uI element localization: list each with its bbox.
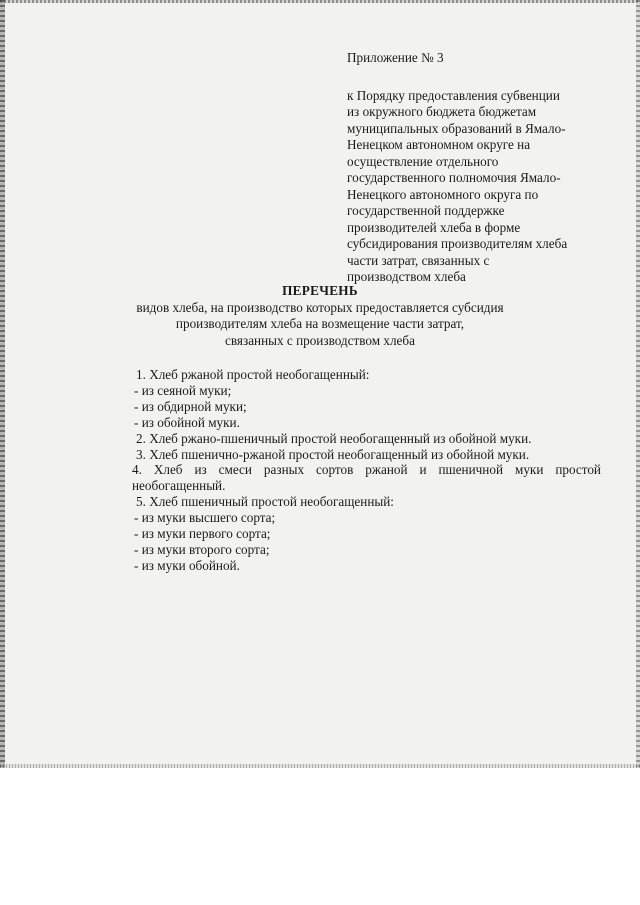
- appendix-line: производителей хлеба в форме: [347, 219, 521, 235]
- list-item: 2. Хлеб ржано-пшеничный простой необогащенный из обойной муки.: [136, 430, 532, 446]
- list-item: 4. Хлеб из смеси разных сортов ржаной и пшеничной муки простой необогащенный.: [132, 462, 601, 494]
- scan-edge-right: [636, 0, 640, 768]
- list-item: 3. Хлеб пшенично-ржаной простой необогащенный из обойной муки.: [136, 446, 530, 462]
- scan-edge-left: [0, 0, 5, 768]
- appendix-line: Ненецкого автономного округа по: [347, 186, 539, 202]
- document-subtitle-line: производителям хлеба на возмещение части затрат,: [175, 316, 465, 331]
- appendix-reference: [347, 88, 607, 286]
- document-subtitle-line: связанных с производством хлеба: [225, 332, 415, 348]
- appendix-line: государственного полномочия Ямало-: [347, 170, 561, 185]
- list-subitem: - из муки высшего сорта;: [134, 510, 276, 526]
- list-subitem: - из сеяной муки;: [134, 382, 232, 398]
- appendix-line: производством хлеба: [347, 269, 466, 284]
- appendix-number: Приложение № 3: [347, 50, 444, 65]
- appendix-line: к Порядку предоставления субвенции: [347, 87, 560, 103]
- list-subitem: - из муки первого сорта;: [134, 526, 271, 542]
- appendix-line: муниципальных образований в Ямало-: [347, 120, 566, 136]
- document-heading: [100, 283, 540, 349]
- appendix-line: Ненецком автономном округе на: [347, 137, 531, 152]
- document-title: ПЕРЕЧЕНЬ: [282, 283, 358, 298]
- list-subitem: - из муки обойной.: [134, 557, 240, 573]
- appendix-line: субсидирования производителям хлеба: [347, 236, 568, 251]
- appendix-line: осуществление отдельного: [347, 153, 499, 169]
- appendix-line: государственной поддержке: [347, 203, 505, 218]
- appendix-block: [347, 50, 607, 286]
- appendix-line: части затрат, связанных с: [347, 252, 490, 268]
- list-subitem: - из обдирной муки;: [134, 398, 247, 414]
- document-subtitle-line: видов хлеба, на производство которых предоставляется субсидия: [136, 299, 504, 315]
- list-subitem: - из муки второго сорта;: [134, 541, 270, 557]
- list-item: 5. Хлеб пшеничный простой необогащенный:: [136, 494, 394, 510]
- list-item: 1. Хлеб ржаной простой необогащенный:: [136, 367, 370, 382]
- scan-edge-bottom: [0, 764, 640, 768]
- list-subitem: - из обойной муки.: [134, 414, 240, 430]
- bread-type-list: [97, 367, 601, 574]
- appendix-line: из окружного бюджета бюджетам: [347, 104, 537, 119]
